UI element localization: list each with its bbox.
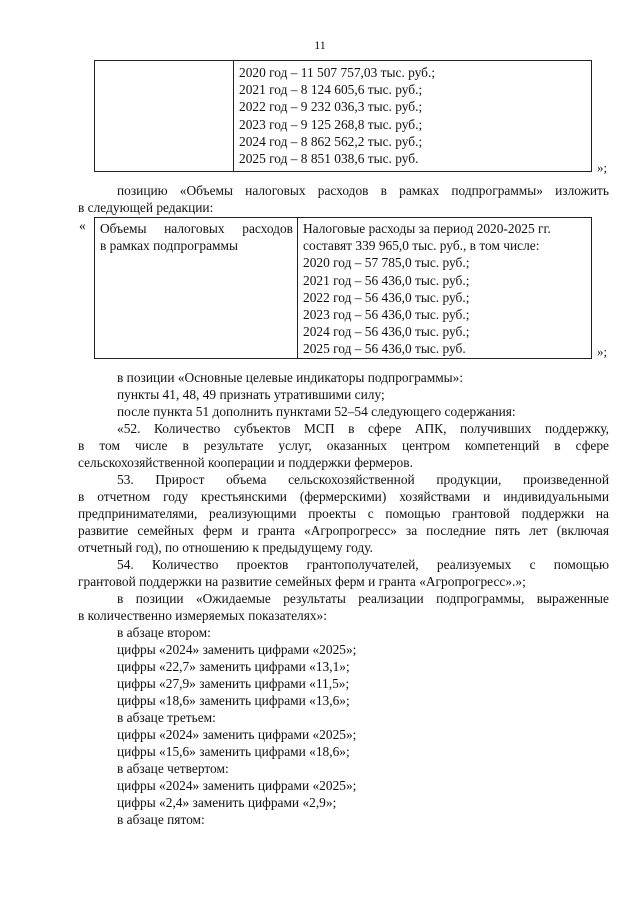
year-line: 2023 год – 9 125 268,8 тыс. руб.; xyxy=(239,116,423,132)
intro-line: в следующей редакции: xyxy=(78,200,214,215)
closing-quote: »; xyxy=(597,160,608,175)
closing-quote: »; xyxy=(597,344,608,359)
year-line: 2022 год – 9 232 036,3 тыс. руб.; xyxy=(239,99,423,115)
table-left-cell xyxy=(95,218,298,359)
funding-table-continuation xyxy=(94,60,592,172)
year-line: 2024 год – 8 862 562,2 тыс. руб.; xyxy=(239,133,423,149)
body-paragraph: пункты 41, 48, 49 признать утратившими силу; xyxy=(117,387,385,402)
year-line: 2020 год – 57 785,0 тыс. руб.; xyxy=(303,255,470,271)
paragraph-heading: в абзаце третьем: xyxy=(117,710,216,725)
replacement-line: цифры «15,6» заменить цифрами «18,6»; xyxy=(117,744,350,759)
year-line: 2024 год – 56 436,0 тыс. руб.; xyxy=(303,324,470,340)
body-paragraph: после пункта 51 дополнить пунктами 52–54 следующего содержания: xyxy=(117,404,516,419)
right-cell-line: составят 339 965,0 тыс. руб., в том числе: xyxy=(303,238,540,254)
paragraph-heading: в абзаце четвертом: xyxy=(117,761,229,776)
table-right-cell xyxy=(234,61,592,172)
item-53-line: в отчетном году крестьянскими (фермерскими) хозяйствами и индивидуальными xyxy=(78,489,609,504)
replacement-line: цифры «2024» заменить цифрами «2025»; xyxy=(117,727,357,742)
opening-quote: « xyxy=(79,218,86,233)
replacement-line: цифры «2,4» заменить цифрами «2,9»; xyxy=(117,795,337,810)
item-54-line: 54. Количество проектов грантополучателей, реализуемых с помощью xyxy=(117,557,609,572)
paragraph-heading: в абзаце втором: xyxy=(117,625,211,640)
body-paragraph: в позиции «Ожидаемые результаты реализации подпрограммы, выраженные xyxy=(117,591,609,606)
year-line: 2020 год – 11 507 757,03 тыс. руб.; xyxy=(239,65,436,80)
replacement-line: цифры «22,7» заменить цифрами «13,1»; xyxy=(117,659,350,674)
body-paragraph: в позиции «Основные целевые индикаторы подпрограммы»: xyxy=(117,370,464,385)
body-paragraph: в количественно измеряемых показателях»: xyxy=(78,608,327,623)
paragraph-heading: в абзаце пятом: xyxy=(117,812,205,827)
intro-line: позицию «Объемы налоговых расходов в рамках подпрограммы» изложить xyxy=(117,183,609,198)
page-number: 11 xyxy=(314,38,326,52)
replacement-line: цифры «2024» заменить цифрами «2025»; xyxy=(117,778,357,793)
item-52-line: «52. Количество субъектов МСП в сфере АПК, получивших поддержку, xyxy=(117,421,609,436)
left-cell-line: Объемы налоговых расходов xyxy=(100,221,293,236)
year-line: 2023 год – 56 436,0 тыс. руб.; xyxy=(303,307,470,323)
table-right-cell xyxy=(298,218,592,359)
year-line: 2025 год – 8 851 038,6 тыс. руб. xyxy=(239,151,419,167)
left-cell-line: в рамках подпрограммы xyxy=(100,238,238,254)
item-52-line: в том числе в результате услуг, оказанных центром компетенций в сфере xyxy=(78,438,609,453)
replacement-line: цифры «18,6» заменить цифрами «13,6»; xyxy=(117,693,350,708)
right-cell-line: Налоговые расходы за период 2020-2025 гг. xyxy=(303,221,551,236)
year-line: 2025 год – 56 436,0 тыс. руб. xyxy=(303,341,466,357)
item-53-line: отчетный год), по отношению к предыдущему году. xyxy=(78,540,373,555)
item-53-line: 53. Прирост объема сельскохозяйственной продукции, произведенной xyxy=(117,472,609,487)
item-53-line: предпринимателями, реализующими проекты с помощью грантовой поддержки на xyxy=(78,506,609,521)
tax-expenditure-table xyxy=(94,217,592,359)
table-left-cell xyxy=(95,61,234,172)
replacement-line: цифры «27,9» заменить цифрами «11,5»; xyxy=(117,676,350,691)
year-line: 2022 год – 56 436,0 тыс. руб.; xyxy=(303,289,470,305)
year-line: 2021 год – 56 436,0 тыс. руб.; xyxy=(303,272,470,288)
replacement-line: цифры «2024» заменить цифрами «2025»; xyxy=(117,642,357,657)
item-53-line: развитие семейных ферм и гранта «Агропрогресс» за последние пять лет (включая xyxy=(78,523,609,538)
item-52-line: сельскохозяйственной кооперации и поддержки фермеров. xyxy=(78,455,413,470)
item-54-line: грантовой поддержки на развитие семейных ферм и гранта «Агропрогресс».»; xyxy=(78,574,526,589)
year-line: 2021 год – 8 124 605,6 тыс. руб.; xyxy=(239,82,423,98)
